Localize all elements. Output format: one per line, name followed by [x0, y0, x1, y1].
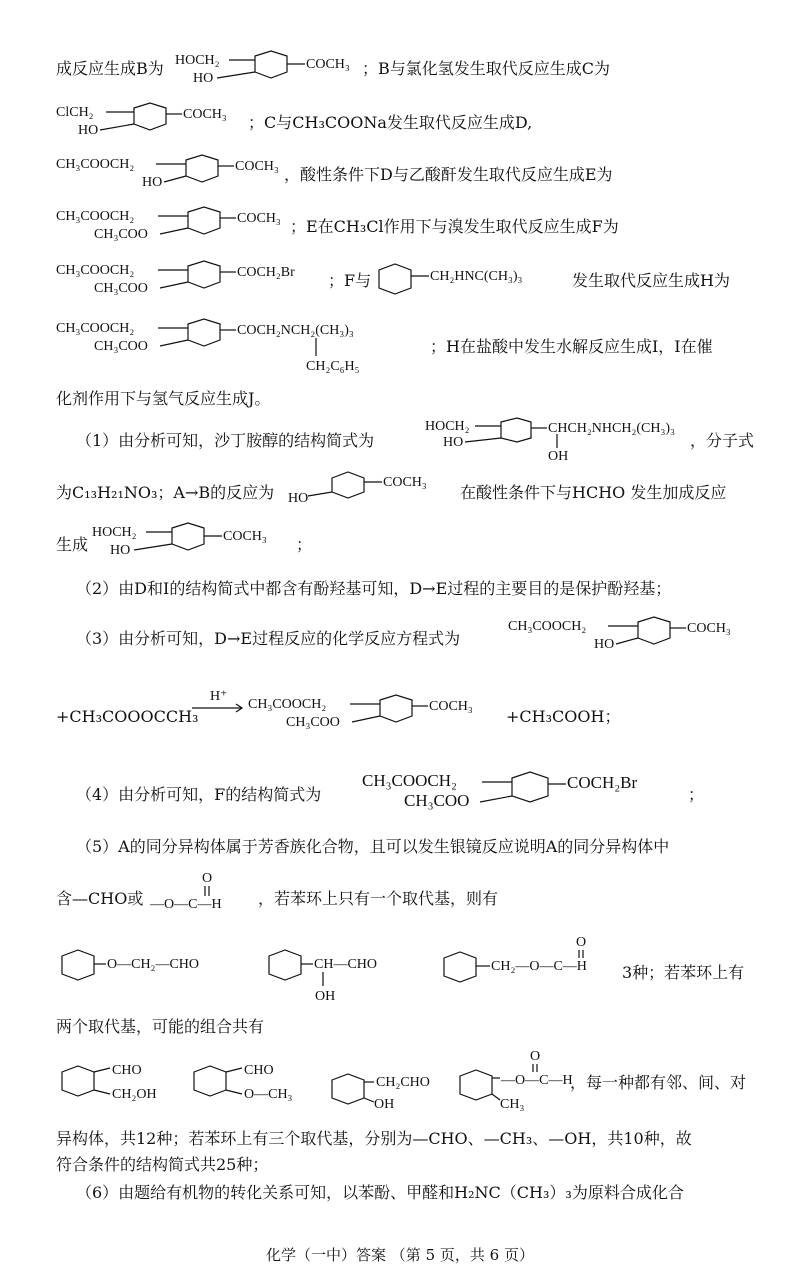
- svg-text:H⁺: H⁺: [210, 689, 228, 704]
- svg-text:—O—C—H: —O—C—H: [150, 897, 222, 912]
- svg-text:O—CH₂—CHO: O—CH₂—CHO: [107, 957, 199, 972]
- svg-text:CH₂OH: CH₂OH: [112, 1087, 157, 1102]
- svg-text:HOCH₂: HOCH₂: [92, 525, 137, 540]
- compound-a-structure: [288, 470, 468, 515]
- svg-text:HO: HO: [110, 543, 131, 558]
- svg-text:CH₃COOCH₂: CH₃COOCH₂: [248, 697, 327, 712]
- text-line: +CH₃COOOCCH₃: [56, 707, 199, 726]
- salbutamol-structure: [425, 418, 695, 469]
- text-line: （2）由D和I的结构简式中都含有酚羟基可知，D→E过程的主要目的是保护酚羟基；: [76, 579, 672, 598]
- compound-f-structure: [362, 770, 692, 819]
- compound-b-structure: [175, 50, 375, 95]
- disubstituted-isomer-2-structure: [190, 1062, 320, 1111]
- text-line: ；B与氯化氢发生取代反应生成C为: [362, 59, 611, 78]
- isomer-1-structure: [58, 948, 258, 993]
- svg-text:OH: OH: [315, 989, 336, 1004]
- text-line: 生成: [56, 535, 89, 554]
- compound-d-structure: [56, 154, 286, 199]
- svg-text:COCH₂Br: COCH₂Br: [237, 265, 295, 280]
- text-line: 在酸性条件下与HCHO 发生加成反应: [460, 483, 727, 502]
- svg-text:HO: HO: [193, 71, 214, 86]
- text-line: ，若苯环上只有一个取代基，则有: [258, 889, 499, 908]
- svg-text:COCH₃: COCH₃: [429, 699, 473, 714]
- svg-text:HO: HO: [443, 435, 464, 450]
- svg-text:CH₂—O—C—H: CH₂—O—C—H: [491, 959, 587, 974]
- text-line: 为C₁₃H₂₁NO₃；A→B的反应为: [56, 483, 275, 502]
- text-line: （1）由分析可知，沙丁胺醇的结构简式为: [76, 431, 375, 450]
- svg-text:O: O: [576, 935, 587, 950]
- text-line: 符合条件的结构简式共25种；: [56, 1155, 269, 1174]
- svg-text:CH₃COOCH₂: CH₃COOCH₂: [56, 263, 135, 278]
- text-line: ，分子式: [690, 431, 755, 450]
- reaction-arrow: [190, 690, 250, 725]
- svg-text:ClCH₂: ClCH₂: [56, 105, 94, 120]
- text-line: ；E在CH₃Cl作用下与溴发生取代反应生成F为: [290, 217, 619, 236]
- compound-d-structure: [508, 616, 778, 661]
- svg-text:CH₂HNC(CH₃)₃: CH₂HNC(CH₃)₃: [430, 269, 523, 284]
- svg-text:COCH₃: COCH₃: [383, 475, 427, 490]
- text-line: ；C与CH₃COONa发生取代反应生成D,: [248, 113, 533, 132]
- disubstituted-isomer-1-structure: [58, 1062, 178, 1111]
- svg-text:HO: HO: [78, 123, 99, 138]
- svg-text:COCH₃: COCH₃: [237, 211, 281, 226]
- svg-text:CH₃COOCH₂: CH₃COOCH₂: [56, 157, 135, 172]
- text-line: ，每一种都有邻、间、对: [570, 1073, 747, 1092]
- compound-f-structure: [56, 260, 326, 305]
- svg-text:CHO: CHO: [244, 1063, 274, 1078]
- svg-text:HOCH₂: HOCH₂: [425, 419, 470, 434]
- isomer-3-structure: [440, 936, 620, 995]
- svg-text:O—CH₃: O—CH₃: [244, 1087, 293, 1102]
- svg-text:COCH₂NCH₂(CH₃)₃: COCH₂NCH₂(CH₃)₃: [237, 323, 354, 338]
- svg-text:COCH₃: COCH₃: [687, 621, 731, 636]
- text-line: （5）A的同分异构体属于芳香族化合物，且可以发生银镜反应说明A的同分异构体中: [76, 837, 670, 856]
- text-line: （6）由题给有机物的转化关系可知，以苯酚、甲醛和H₂NC（CH₃）₃为原料合成化合: [76, 1183, 684, 1202]
- text-line: （3）由分析可知，D→E过程反应的化学反应方程式为: [76, 629, 461, 648]
- text-line: （4）由分析可知，F的结构简式为: [76, 785, 322, 804]
- svg-text:OH: OH: [374, 1097, 395, 1112]
- isomer-2-structure: [265, 948, 435, 1013]
- svg-text:CH₃COO: CH₃COO: [404, 791, 470, 810]
- text-line: ；: [688, 785, 705, 804]
- svg-text:OH: OH: [548, 449, 569, 464]
- text-line: 化剂作用下与氢气反应生成J。: [56, 389, 271, 408]
- svg-text:HO: HO: [594, 637, 615, 652]
- compound-e-structure: [248, 694, 508, 739]
- text-line: 异构体，共12种；若苯环上有三个取代基，分别为—CHO、—CH₃、—OH，共10种，故: [56, 1129, 692, 1148]
- formate-group-structure: [150, 870, 260, 919]
- text-line: 3种；若苯环上有: [622, 963, 745, 982]
- text-line: ；: [296, 535, 313, 554]
- text-line: ；F与: [328, 271, 372, 290]
- svg-text:CHO: CHO: [112, 1063, 142, 1078]
- svg-text:COCH₃: COCH₃: [223, 529, 267, 544]
- text-line: 两个取代基，可能的组合共有: [56, 1017, 265, 1036]
- svg-text:CH₂C₆H₅: CH₂C₆H₅: [306, 359, 360, 374]
- svg-text:HO: HO: [142, 175, 163, 190]
- text-line: ，酸性条件下D与乙酸酐发生取代反应生成E为: [284, 165, 613, 184]
- text-line: 含—CHO或: [56, 889, 144, 908]
- svg-text:CH₃COOCH₂: CH₃COOCH₂: [508, 619, 587, 634]
- compound-h-structure: [56, 318, 436, 383]
- svg-text:COCH₂Br: COCH₂Br: [567, 773, 638, 792]
- svg-text:O: O: [530, 1049, 541, 1064]
- svg-text:CH—CHO: CH—CHO: [314, 957, 378, 972]
- svg-text:O: O: [202, 871, 213, 886]
- svg-text:CH₂CHO: CH₂CHO: [376, 1075, 430, 1090]
- compound-c-structure: [56, 102, 256, 147]
- compound-e-structure: [56, 206, 296, 251]
- svg-text:COCH₃: COCH₃: [235, 159, 279, 174]
- svg-text:HOCH₂: HOCH₂: [175, 53, 220, 68]
- svg-text:COCH₃: COCH₃: [306, 57, 350, 72]
- svg-text:CH₃COO: CH₃COO: [94, 339, 148, 354]
- compound-b-structure: [92, 522, 302, 567]
- page-footer: 化学（一中）答案 （第 5 页，共 6 页）: [266, 1246, 534, 1264]
- svg-text:—O—C—H: —O—C—H: [501, 1073, 573, 1088]
- disubstituted-isomer-3-structure: [328, 1070, 458, 1119]
- svg-text:CHCH₂NHCH₂(CH₃)₃: CHCH₂NHCH₂(CH₃)₃: [548, 421, 675, 436]
- text-line: +CH₃COOH；: [506, 707, 621, 726]
- svg-text:CH₃COOCH₂: CH₃COOCH₂: [362, 771, 457, 790]
- text-line: 发生取代反应生成H为: [572, 271, 730, 290]
- text-line: 成反应生成B为: [56, 59, 164, 78]
- text-line: ；H在盐酸中发生水解反应生成I，I在催: [430, 337, 713, 356]
- svg-text:CH₃COOCH₂: CH₃COOCH₂: [56, 321, 135, 336]
- svg-text:CH₃COO: CH₃COO: [94, 281, 148, 296]
- svg-text:CH₃COO: CH₃COO: [286, 715, 340, 730]
- svg-text:CH₃COO: CH₃COO: [94, 227, 148, 242]
- svg-text:CH₃: CH₃: [500, 1097, 525, 1112]
- amine-reagent-structure: [375, 262, 575, 303]
- svg-text:HO: HO: [288, 491, 309, 506]
- svg-text:CH₃COOCH₂: CH₃COOCH₂: [56, 209, 135, 224]
- svg-text:COCH₃: COCH₃: [183, 107, 227, 122]
